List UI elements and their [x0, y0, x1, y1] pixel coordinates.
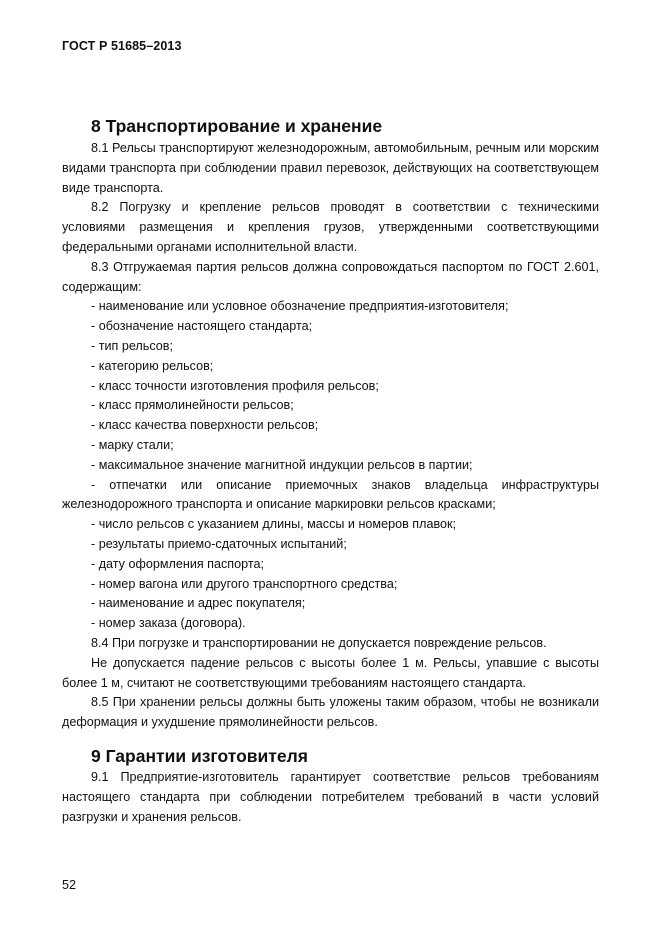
document-code-header: ГОСТ Р 51685–2013 — [62, 39, 182, 53]
paragraph-8-4: 8.4 При погрузке и транспортировании не допускается повреждение рельсов. — [91, 635, 547, 650]
list-item: - класс прямолинейности рельсов; — [91, 398, 294, 413]
list-item: - максимальное значение магнитной индукции рельсов в партии; — [91, 457, 473, 472]
list-item: - наименование и адрес покупателя; — [91, 596, 306, 611]
list-item: - отпечатки или описание приемочных знаков владельца инфраструктуры железнодорожного транспорта и описание маркировки рельсов красками; — [62, 477, 599, 512]
section-8-body — [62, 139, 599, 733]
list-item: - результаты приемо-сдаточных испытаний; — [91, 536, 347, 551]
paragraph-9-1: 9.1 Предприятие-изготовитель гарантирует соответствие рельсов требованиям настоящего стандарта при соблюдении потребителем требований в части условий разгрузки и хранения рельсов. — [62, 770, 599, 824]
section-8-title: 8 Транспортирование и хранение — [91, 116, 383, 136]
list-item: - номер вагона или другого транспортного средства; — [91, 576, 398, 591]
list-item: - тип рельсов; — [91, 338, 173, 353]
section-9-body — [62, 768, 599, 827]
paragraph-8-4-continued: Не допускается падение рельсов с высоты более 1 м. Рельсы, упавшие с высоты более 1 м, считают не соответствующими требованиям настоящего стандарта. — [62, 655, 599, 690]
list-item: - число рельсов с указанием длины, массы и номеров плавок; — [91, 517, 457, 532]
list-item: - класс точности изготовления профиля рельсов; — [91, 378, 379, 393]
list-item: - номер заказа (договора). — [91, 616, 246, 631]
list-item: - марку стали; — [91, 437, 174, 452]
list-item: - категорию рельсов; — [91, 358, 214, 373]
section-9-title: 9 Гарантии изготовителя — [91, 746, 308, 766]
list-item: - класс качества поверхности рельсов; — [91, 418, 319, 433]
list-item: - наименование или условное обозначение предприятия-изготовителя; — [91, 299, 509, 314]
paragraph-8-1: 8.1 Рельсы транспортируют железнодорожным, автомобильным, речным или морским видами транспорта при соблюдении правил перевозок, действующих на соответствующем виде транспорта. — [62, 141, 599, 195]
paragraph-8-5: 8.5 При хранении рельсы должны быть уложены таким образом, чтобы не возникали деформация и ухудшение прямолинейности рельсов. — [62, 695, 599, 730]
paragraph-8-2: 8.2 Погрузку и крепление рельсов проводят в соответствии с техническими условиями размещения и крепления грузов, утвержденными соответствующими федеральными органами исполнительной власти. — [62, 200, 599, 254]
list-item: - дату оформления паспорта; — [91, 556, 264, 571]
page-number: 52 — [62, 878, 77, 892]
paragraph-8-3: 8.3 Отгружаемая партия рельсов должна сопровождаться паспортом по ГОСТ 2.601, содержащим: — [62, 259, 599, 294]
list-item: - обозначение настоящего стандарта; — [91, 319, 313, 334]
